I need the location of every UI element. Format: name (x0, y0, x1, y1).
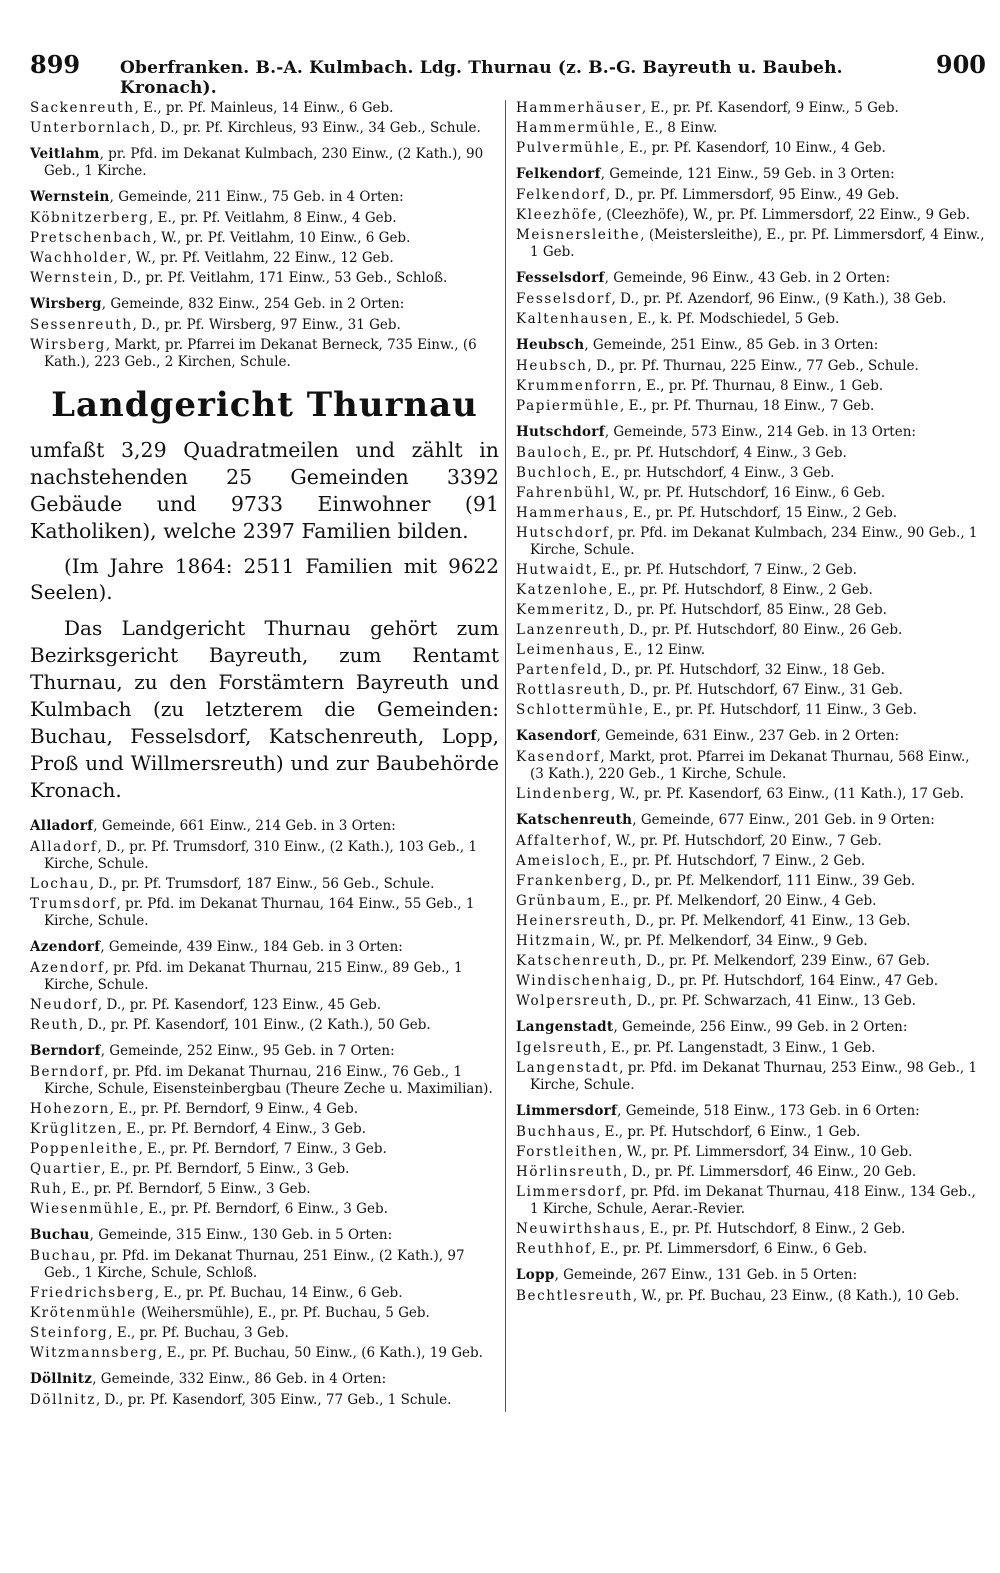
municipality-name: Fesselsdorf (516, 270, 605, 286)
place-name: Schlottermühle (516, 702, 645, 718)
place-details: (Weihersmühle), E., pr. Pf. Buchau, 5 Geb. (136, 1305, 430, 1321)
place-details: , D., pr. Pf. Limmersdorf, 95 Einw., 49 Geb. (606, 187, 900, 203)
place-entry (30, 960, 499, 994)
place-name: Fahrenbühl (516, 485, 611, 501)
place-entry (516, 1288, 986, 1305)
place-entry (516, 1124, 986, 1141)
municipality-heading (30, 818, 499, 835)
place-details: , D., pr. Pf. Hutschdorf, 67 Einw., 31 Geb. (620, 682, 903, 698)
place-details: , Markt, pr. Pfarrei im Dekanat Berneck, 735 Einw., (6 Kath.), 223 Geb., 2 Kirchen, Schule. (44, 337, 477, 370)
place-details: , E., pr. Pf. Hutschdorf, 11 Einw., 3 Geb. (644, 702, 917, 718)
place-entry (516, 1040, 986, 1057)
place-details: , D., pr. Pf. Veitlahm, 171 Einw., 53 Geb., Schloß. (113, 270, 448, 286)
place-details: , E., pr. Pf. Berndorf, 7 Einw., 3 Geb. (138, 1141, 387, 1157)
place-details: , E., pr. Pf. Buchau, 50 Einw., (6 Kath.), 19 Geb. (158, 1345, 483, 1361)
place-name: Sackenreuth (30, 100, 135, 116)
place-details: , E., pr. Pf. Mainleus, 14 Einw., 6 Geb. (134, 100, 394, 116)
place-entry (516, 465, 986, 482)
place-entry (516, 749, 986, 783)
place-name: Katzenlohe (516, 582, 609, 598)
place-details: , E., pr. Pf. Thurnau, 8 Einw., 1 Geb. (637, 378, 884, 394)
place-entry (516, 187, 986, 204)
place-name: Lanzenreuth (516, 622, 621, 638)
place-details: , D., pr. Pf. Kasendorf, 101 Einw., (2 Kath.), 50 Geb. (78, 1017, 431, 1033)
municipality-heading (30, 146, 499, 180)
municipality-heading (516, 1267, 986, 1284)
place-entry (516, 1184, 986, 1218)
place-entry (516, 853, 986, 870)
left-top-entries (30, 100, 499, 137)
place-details: , E., pr. Pf. Kasendorf, 10 Einw., 4 Geb. (620, 140, 886, 156)
place-entry (516, 973, 986, 990)
municipality-summary: , Gemeinde, 631 Einw., 237 Geb. in 2 Orten: (596, 728, 900, 744)
municipality-summary: , Gemeinde, 677 Einw., 201 Geb. in 9 Orten: (632, 812, 935, 828)
place-entry (516, 833, 986, 850)
municipality-summary: , Gemeinde, 315 Einw., 130 Geb. in 5 Orten: (89, 1227, 393, 1243)
place-details: , E., pr. Pf. Hutschdorf, 8 Einw., 2 Geb. (641, 1221, 906, 1237)
right-column (505, 100, 986, 1412)
municipality-summary: , Gemeinde, 96 Einw., 43 Geb. in 2 Orten: (604, 270, 890, 286)
municipality-summary: , Gemeinde, 332 Einw., 86 Geb. in 4 Orten: (92, 1371, 387, 1387)
place-name: Alladorf (30, 839, 98, 855)
place-entry (516, 207, 986, 224)
place-name: Reuth (30, 1017, 79, 1033)
municipality-summary: , pr. Pfd. im Dekanat Kulmbach, 230 Einw., (2 Kath.), 90 Geb., 1 Kirche. (44, 146, 484, 179)
place-details: , pr. Pfd. im Dekanat Thurnau, 251 Einw., (2 Kath.), 97 Geb., 1 Kirche, Schule, Schloß. (44, 1248, 465, 1281)
place-name: Ruh (30, 1181, 63, 1197)
place-details: , D., pr. Pf. Trumsdorf, 310 Einw., (2 Kath.), 103 Geb., 1 Kirche, Schule. (44, 839, 478, 872)
page-number-right: 900 (935, 50, 986, 79)
place-name: Kaltenhausen (516, 311, 629, 327)
place-entry (516, 702, 986, 719)
place-entry (30, 1345, 499, 1362)
place-entry (30, 1121, 499, 1138)
place-entry (30, 896, 499, 930)
place-name: Neuwirthshaus (516, 1221, 642, 1237)
place-name: Frankenberg (516, 873, 623, 889)
place-details: , pr. Pfd. im Dekanat Thurnau, 216 Einw., 76 Geb., 1 Kirche, Schule, Eisensteinbergbau (Theure Zeche u. Maximilian). (44, 1064, 493, 1097)
place-name: Katschenreuth (516, 953, 638, 969)
place-name: Hörlinsreuth (516, 1164, 624, 1180)
place-entry (516, 1164, 986, 1181)
place-entry (516, 682, 986, 699)
place-entry (516, 1144, 986, 1161)
place-name: Poppenleithe (30, 1141, 139, 1157)
place-details: , W., pr. Pf. Hutschdorf, 16 Einw., 6 Geb. (610, 485, 886, 501)
municipality-name: Hutschdorf (516, 424, 605, 440)
place-name: Friedrichsberg (30, 1285, 155, 1301)
place-entry (30, 250, 499, 267)
place-details: , pr. Pfd. im Dekanat Thurnau, 253 Einw., 98 Geb., 1 Kirche, Schule. (530, 1060, 978, 1093)
place-details: , E., pr. Pf. Thurnau, 18 Einw., 7 Geb. (620, 398, 875, 414)
place-details: , E., pr. Pf. Buchau, 14 Einw., 6 Geb. (154, 1285, 403, 1301)
municipality-name: Alladorf (30, 818, 94, 834)
place-entry (30, 1141, 499, 1158)
place-name: Neudorf (30, 997, 98, 1013)
place-entry (30, 1285, 499, 1302)
left-groups-second (30, 818, 499, 1409)
place-details: , D., pr. Pf. Hutschdorf, 80 Einw., 26 Geb. (620, 622, 903, 638)
municipality-name: Döllnitz (30, 1371, 93, 1387)
place-details: , D., pr. Pf. Trumsdorf, 187 Einw., 56 Geb., Schule. (89, 876, 435, 892)
municipality-heading (30, 1043, 499, 1060)
place-details: , E., pr. Pf. Kasendorf, 9 Einw., 5 Geb. (641, 100, 899, 116)
place-entry (516, 525, 986, 559)
place-entry (516, 933, 986, 950)
municipality-heading (30, 1371, 499, 1388)
place-details: , pr. Pfd. im Dekanat Thurnau, 418 Einw., 134 Geb., 1 Kirche, Schule, Aerar.-Revier. (530, 1184, 976, 1217)
place-entry (516, 873, 986, 890)
place-details: , D., pr. Pf. Hutschdorf, 32 Einw., 18 Geb. (603, 662, 885, 678)
place-entry (516, 662, 986, 679)
place-name: Forstleithen (516, 1144, 619, 1160)
place-name: Meisnersleithe (516, 227, 641, 243)
place-details: , E., pr. Pf. Berndorf, 5 Einw., 3 Geb. (101, 1161, 350, 1177)
place-entry (516, 398, 986, 415)
municipality-name: Langenstadt (516, 1019, 614, 1035)
place-entry (516, 1221, 986, 1238)
municipality-heading (516, 1019, 986, 1036)
place-entry (30, 876, 499, 893)
page-header (30, 50, 986, 98)
place-entry (516, 893, 986, 910)
place-name: Kemmeritz (516, 602, 606, 618)
place-details: , Markt, prot. Pfarrei im Dekanat Thurnau, 568 Einw., (3 Kath.), 220 Geb., 1 Kirche, Schule. (530, 749, 970, 782)
municipality-heading (30, 939, 499, 956)
place-entry (30, 1064, 499, 1098)
place-name: Köbnitzerberg (30, 210, 150, 226)
place-name: Hitzmain (516, 933, 592, 949)
municipality-name: Azendorf (30, 939, 101, 955)
place-name: Wirsberg (30, 337, 106, 353)
intro-administration: Das Landgericht Thurnau gehört zum Bezirksgericht Bayreuth, zum Rentamt Thurnau, zu den Forstämtern Bayreuth und Kulmbach (zu letzterem die Gemeinden: Buchau, Fesselsdorf, Katschenreuth, Lopp, Proß und Willmersreuth) und zur Baubehörde Kronach. (30, 616, 499, 802)
place-details: , E., pr. Pf. Berndorf, 4 Einw., 3 Geb. (117, 1121, 366, 1137)
municipality-summary: , Gemeinde, 256 Einw., 99 Geb. in 2 Orten: (613, 1019, 908, 1035)
municipality-summary: , Gemeinde, 832 Einw., 254 Geb. in 2 Orten: (101, 296, 405, 312)
two-column-body (30, 100, 986, 1412)
place-details: , E., 8 Einw. (635, 120, 718, 136)
place-name: Buchau (30, 1248, 92, 1264)
place-name: Reuthhof (516, 1241, 592, 1257)
place-name: Wernstein (30, 270, 114, 286)
place-entry (30, 1181, 499, 1198)
place-details: , E., pr. Hutschdorf, 4 Einw., 3 Geb. (592, 465, 835, 481)
place-name: Quartier (30, 1161, 102, 1177)
place-name: Steinforg (30, 1325, 109, 1341)
place-name: Buchloch (516, 465, 593, 481)
place-name: Hutwaidt (516, 562, 593, 578)
place-name: Fesselsdorf (516, 291, 612, 307)
municipality-heading (516, 728, 986, 745)
place-entry (30, 1248, 499, 1282)
place-entry (30, 1201, 499, 1218)
municipality-heading (30, 296, 499, 313)
place-name: Pulvermühle (516, 140, 621, 156)
place-entry (516, 993, 986, 1010)
place-name: Wachholder (30, 250, 128, 266)
place-name: Wiesenmühle (30, 1201, 140, 1217)
place-name: Kleezhöfe (516, 207, 598, 223)
place-entry (30, 317, 499, 334)
place-entry (516, 953, 986, 970)
place-entry (30, 230, 499, 247)
place-details: , pr. Pfd. im Dekanat Kulmbach, 234 Einw., 90 Geb., 1 Kirche, Schule. (530, 525, 978, 558)
place-details: , D., pr. Pf. Schwarzach, 41 Einw., 13 Geb. (627, 993, 916, 1009)
place-details: , W., pr. Pf. Limmersdorf, 34 Einw., 10 Geb. (618, 1144, 913, 1160)
place-name: Hutschdorf (516, 525, 610, 541)
municipality-heading (516, 166, 986, 183)
municipality-summary: , Gemeinde, 211 Einw., 75 Geb. in 4 Orten: (109, 189, 404, 205)
place-entry (516, 311, 986, 328)
municipality-summary: , Gemeinde, 251 Einw., 85 Geb. in 3 Orten: (584, 337, 879, 353)
place-name: Bechtlesreuth (516, 1288, 633, 1304)
place-details: , E., 12 Einw. (615, 642, 706, 658)
place-name: Witzmannsberg (30, 1345, 159, 1361)
place-details: , E., pr. Pf. Hutschdorf, 15 Einw., 2 Geb. (624, 505, 898, 521)
place-details: , E., pr. Pf. Buchau, 3 Geb. (108, 1325, 289, 1341)
left-column (30, 100, 505, 1412)
place-name: Pretschenbach (30, 230, 153, 246)
place-name: Heubsch (516, 358, 588, 374)
intro-year-note: (Im Jahre 1864: 2511 Familien mit 9622 Seelen). (30, 554, 499, 604)
place-details: , D., pr. Pf. Melkendorf, 111 Einw., 39 Geb. (622, 873, 916, 889)
municipality-name: Berndorf (30, 1043, 101, 1059)
place-details: , D., pr. Pf. Kasendorf, 123 Einw., 45 Geb. (97, 997, 382, 1013)
municipality-name: Heubsch (516, 337, 585, 353)
place-details: , E., pr. Pf. Langenstadt, 3 Einw., 1 Geb. (602, 1040, 876, 1056)
place-entry (516, 227, 986, 261)
place-details: , D., pr. Pf. Hutschdorf, 85 Einw., 28 Geb. (605, 602, 887, 618)
place-entry (30, 1017, 499, 1034)
place-name: Wolpersreuth (516, 993, 628, 1009)
place-entry (30, 1392, 499, 1409)
right-top-entries (516, 100, 986, 157)
place-details: , D., pr. Pf. Hutschdorf, 164 Einw., 47 Geb. (647, 973, 939, 989)
place-name: Hammerhaus (516, 505, 625, 521)
page-number-left: 899 (30, 50, 81, 79)
place-entry (516, 562, 986, 579)
intro-paragraph: umfaßt 3,29 Quadratmeilen und zählt in nachstehenden 25 Gemeinden 3392 Gebäude und 9733 Einwohner (91 Katholiken), welche 2397 Familien bilden. (30, 438, 499, 543)
running-title: Oberfranken. B.-A. Kulmbach. Ldg. Thurnau (z. B.-G. Bayreuth u. Baubeh. Kronach). (120, 58, 843, 98)
place-name: Ameisloch (516, 853, 601, 869)
municipality-summary: , Gemeinde, 518 Einw., 173 Geb. in 6 Orten: (617, 1103, 920, 1119)
place-entry (30, 1325, 499, 1342)
place-details: , W., pr. Pf. Kasendorf, 63 Einw., (11 Kath.), 17 Geb. (611, 786, 964, 802)
place-entry (516, 1060, 986, 1094)
place-entry (30, 1305, 499, 1322)
municipality-heading (30, 1227, 499, 1244)
place-entry (516, 140, 986, 157)
place-name: Leimenhaus (516, 642, 616, 658)
place-name: Hammerhäuser (516, 100, 642, 116)
place-entry (30, 997, 499, 1014)
place-name: Bauloch (516, 445, 583, 461)
place-entry (30, 337, 499, 371)
place-entry (30, 120, 499, 137)
place-entry (516, 485, 986, 502)
municipality-heading (30, 189, 499, 206)
place-name: Krötenmühle (30, 1305, 137, 1321)
municipality-heading (516, 424, 986, 441)
place-entry (30, 100, 499, 117)
place-name: Döllnitz (30, 1392, 96, 1408)
municipality-name: Kasendorf (516, 728, 597, 744)
place-details: , D., pr. Pf. Kasendorf, 305 Einw., 77 Geb., 1 Schule. (95, 1392, 452, 1408)
place-name: Krüglitzen (30, 1121, 118, 1137)
municipality-name: Katschenreuth (516, 812, 633, 828)
municipality-name: Wirsberg (30, 296, 102, 312)
place-details: , E., pr. Pf. Berndorf, 5 Einw., 3 Geb. (62, 1181, 311, 1197)
place-entry (516, 1241, 986, 1258)
place-details: , D., pr. Pf. Azendorf, 96 Einw., (9 Kath.), 38 Geb. (611, 291, 947, 307)
place-name: Unterbornlach (30, 120, 152, 136)
place-name: Hammermühle (516, 120, 636, 136)
place-name: Felkendorf (516, 187, 607, 203)
place-entry (516, 505, 986, 522)
place-name: Rottlasreuth (516, 682, 621, 698)
place-name: Azendorf (30, 960, 105, 976)
place-details: , E., pr. Pf. Hutschdorf, 7 Einw., 2 Geb. (592, 562, 857, 578)
place-name: Kasendorf (516, 749, 601, 765)
place-name: Igelsreuth (516, 1040, 603, 1056)
section-title: Landgericht Thurnau (51, 385, 478, 425)
place-name: Partenfeld (516, 662, 604, 678)
place-name: Lochau (30, 876, 90, 892)
municipality-summary: , Gemeinde, 267 Einw., 131 Geb. in 5 Orten: (554, 1267, 858, 1283)
place-name: Krummenforrn (516, 378, 638, 394)
place-entry (516, 378, 986, 395)
place-details: , (Meistersleithe), E., pr. Pf. Limmersdorf, 4 Einw., 1 Geb. (530, 227, 985, 260)
municipality-heading (516, 812, 986, 829)
place-details: , D., pr. Pf. Wirsberg, 97 Einw., 31 Geb. (132, 317, 401, 333)
municipality-name: Felkendorf (516, 166, 601, 182)
place-details: , D., pr. Pf. Melkendorf, 239 Einw., 67 Geb. (637, 953, 930, 969)
place-details: , E., pr. Pf. Veitlahm, 8 Einw., 4 Geb. (149, 210, 397, 226)
place-details: , E., pr. Pf. Berndorf, 6 Einw., 3 Geb. (139, 1201, 388, 1217)
municipality-name: Buchau (30, 1227, 90, 1243)
place-name: Windischenhaig (516, 973, 648, 989)
place-name: Berndorf (30, 1064, 105, 1080)
place-details: , D., pr. Pf. Limmersdorf, 46 Einw., 20 Geb. (623, 1164, 917, 1180)
place-details: , W., pr. Pf. Buchau, 23 Einw., (8 Kath.), 10 Geb. (632, 1288, 960, 1304)
municipality-name: Wernstein (30, 189, 110, 205)
place-details: , E., pr. Pf. Berndorf, 9 Einw., 4 Geb. (109, 1101, 359, 1117)
right-groups (516, 166, 986, 1305)
place-details: , E., pr. Pf. Limmersdorf, 6 Einw., 6 Geb. (591, 1241, 868, 1257)
municipality-heading (516, 1103, 986, 1120)
place-entry (30, 210, 499, 227)
place-details: , E., pr. Pf. Melkendorf, 20 Einw., 4 Geb. (601, 893, 877, 909)
place-entry (30, 1161, 499, 1178)
place-details: , D., pr. Pf. Thurnau, 225 Einw., 77 Geb., Schule. (587, 358, 919, 374)
municipality-summary: , Gemeinde, 661 Einw., 214 Geb. in 3 Orten: (93, 818, 396, 834)
place-name: Papiermühle (516, 398, 621, 414)
municipality-summary: , Gemeinde, 121 Einw., 59 Geb. in 3 Orten: (600, 166, 895, 182)
municipality-summary: , Gemeinde, 439 Einw., 184 Geb. in 3 Orten: (100, 939, 403, 955)
left-groups-first (30, 146, 499, 371)
place-entry (30, 270, 499, 287)
place-details: , E., pr. Pf. Hutschdorf, 4 Einw., 3 Geb. (582, 445, 847, 461)
place-details: , E., pr. Pf. Hutschdorf, 8 Einw., 2 Geb. (608, 582, 873, 598)
place-entry (516, 622, 986, 639)
place-name: Grünbaum (516, 893, 602, 909)
place-name: Hohezorn (30, 1101, 110, 1117)
municipality-heading (516, 270, 986, 287)
place-entry (516, 642, 986, 659)
municipality-name: Veitlahm (30, 146, 100, 162)
place-details: , pr. Pfd. im Dekanat Thurnau, 164 Einw., 55 Geb., 1 Kirche, Schule. (44, 896, 475, 929)
place-details: , E., k. Pf. Modschiedel, 5 Geb. (628, 311, 840, 327)
place-name: Buchhaus (516, 1124, 597, 1140)
place-entry (30, 1101, 499, 1118)
place-name: Heinersreuth (516, 913, 627, 929)
municipality-name: Lopp (516, 1267, 555, 1283)
place-name: Limmersdorf (516, 1184, 623, 1200)
place-details: , W., pr. Pf. Melkendorf, 34 Einw., 9 Geb. (591, 933, 868, 949)
place-details: , E., pr. Pf. Hutschdorf, 6 Einw., 1 Geb. (596, 1124, 861, 1140)
place-name: Trumsdorf (30, 896, 117, 912)
place-details: , W., pr. Pf. Veitlahm, 10 Einw., 6 Geb. (152, 230, 411, 246)
municipality-heading (516, 337, 986, 354)
place-entry (516, 786, 986, 803)
place-name: Langenstadt (516, 1060, 620, 1076)
place-details: , E., pr. Pf. Hutschdorf, 7 Einw., 2 Geb. (600, 853, 866, 869)
place-details: , (Cleezhöfe), W., pr. Pf. Limmersdorf, 22 Einw., 9 Geb. (597, 207, 971, 223)
place-entry (516, 100, 986, 117)
place-details: , pr. Pfd. im Dekanat Thurnau, 215 Einw., 89 Geb., 1 Kirche, Schule. (44, 960, 463, 993)
place-entry (516, 602, 986, 619)
place-name: Lindenberg (516, 786, 612, 802)
place-entry (516, 582, 986, 599)
place-details: , D., pr. Pf. Kirchleus, 93 Einw., 34 Geb., Schule. (151, 120, 481, 136)
municipality-summary: , Gemeinde, 252 Einw., 95 Geb. in 7 Orten: (100, 1043, 395, 1059)
place-entry (516, 291, 986, 308)
place-name: Affalterhof (516, 833, 608, 849)
place-details: , W., pr. Pf. Hutschdorf, 20 Einw., 7 Geb. (607, 833, 882, 849)
place-name: Sessenreuth (30, 317, 133, 333)
place-entry (516, 358, 986, 375)
place-entry (516, 445, 986, 462)
place-details: , W., pr. Pf. Veitlahm, 22 Einw., 12 Geb. (127, 250, 394, 266)
place-details: , D., pr. Pf. Melkendorf, 41 Einw., 13 Geb. (626, 913, 911, 929)
municipality-summary: , Gemeinde, 573 Einw., 214 Geb. in 13 Orten: (604, 424, 916, 440)
place-entry (516, 913, 986, 930)
municipality-name: Limmersdorf (516, 1103, 618, 1119)
place-entry (516, 120, 986, 137)
place-entry (30, 839, 499, 873)
